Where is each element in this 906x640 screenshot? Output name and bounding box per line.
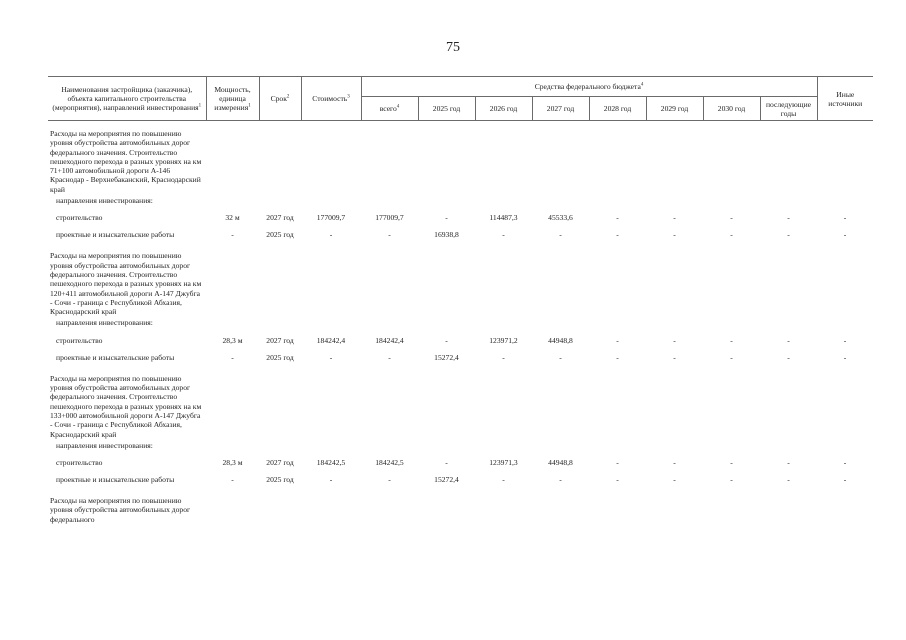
- row-other: -: [843, 474, 847, 484]
- row-2030: -: [730, 474, 733, 484]
- row-next: -: [787, 457, 790, 467]
- row-cost: -: [329, 352, 333, 362]
- row-cost: 177009,7: [316, 213, 346, 223]
- row-name: строительство: [56, 213, 103, 223]
- row-term: 2027 год: [266, 457, 294, 467]
- header-total: всего$^4$: [361, 97, 418, 121]
- row-total: 177009,7: [375, 213, 404, 223]
- row-2025: -: [445, 335, 448, 345]
- section-description: Расходы на мероприятия по повышению уровня обустройства автомобильных дорог федерального значения. Строительство пешеходного перехода в разных уровнях на км 120+411 автомобильной дороги А-147 Джубга - Сочи - граница с Республикой Абхазия, Краснодарский край: [50, 251, 202, 317]
- row-2028: -: [616, 474, 619, 484]
- row-2028: -: [616, 352, 619, 362]
- row-total: -: [388, 474, 391, 484]
- row-2027: -: [559, 230, 562, 240]
- row-2025: -: [445, 457, 448, 467]
- row-capacity: 28,3 м: [222, 335, 243, 345]
- row-capacity: -: [231, 230, 234, 240]
- row-2029: -: [673, 457, 676, 467]
- section-4: [48, 488, 873, 524]
- row-2026: -: [502, 230, 505, 240]
- row-2029: -: [673, 352, 676, 362]
- header-federal-budget: Средства федерального бюджета$^4$: [361, 77, 817, 97]
- row-2029: -: [673, 335, 676, 345]
- row-2030: -: [730, 213, 733, 223]
- table-row: [48, 471, 873, 488]
- row-2027: 44948,8: [548, 457, 573, 467]
- section-label: направления инвестирования:: [56, 440, 153, 450]
- row-next: -: [787, 474, 790, 484]
- row-2030: -: [730, 457, 733, 467]
- row-2028: -: [616, 335, 619, 345]
- section-2: [48, 243, 873, 365]
- row-cost: -: [329, 230, 333, 240]
- section-label: направления инвестирования:: [56, 318, 153, 328]
- row-2027: -: [559, 474, 562, 484]
- row-2027: 45533,6: [548, 213, 573, 223]
- row-cost: 184242,5: [316, 457, 346, 467]
- row-2026: 114487,3: [489, 213, 518, 223]
- row-capacity: 32 м: [225, 213, 240, 223]
- section-description: Расходы на мероприятия по повышению уровня обустройства автомобильных дорог федерального: [50, 496, 191, 524]
- header-2027: 2027 год: [532, 97, 589, 121]
- row-total: 184242,5: [375, 457, 404, 467]
- section-label: направления инвестирования:: [56, 196, 153, 206]
- row-2030: -: [730, 230, 733, 240]
- row-2028: -: [616, 230, 619, 240]
- row-2028: -: [616, 457, 619, 467]
- row-next: -: [787, 213, 790, 223]
- section-description: Расходы на мероприятия по повышению уровня обустройства автомобильных дорог федерального значения. Строительство пешеходного перехода в разных уровнях на км 71+100 автомобильной дороги А-146 Краснодар - Верхнебаканский, Краснодарский край: [50, 129, 202, 194]
- header-2030: 2030 год: [703, 97, 760, 121]
- row-2029: -: [673, 213, 676, 223]
- header-2025: 2025 год: [418, 97, 475, 121]
- row-2030: -: [730, 352, 733, 362]
- row-2027: 44948,8: [548, 335, 573, 345]
- header-capacity: Мощность, единица измерения$^1$: [206, 77, 259, 121]
- row-other: -: [843, 213, 847, 223]
- row-other: -: [843, 230, 847, 240]
- header-2026: 2026 год: [475, 97, 532, 121]
- row-2029: -: [673, 230, 676, 240]
- row-next: -: [787, 352, 790, 362]
- header-cost: Стоимость$^3$: [301, 77, 361, 121]
- table-row: [48, 349, 873, 366]
- investment-table: [48, 76, 873, 524]
- row-2028: -: [616, 213, 619, 223]
- row-other: -: [843, 352, 847, 362]
- row-name: проектные и изыскательские работы: [56, 474, 175, 484]
- row-2026: -: [502, 352, 505, 362]
- row-next: -: [787, 335, 790, 345]
- table-row: [48, 454, 873, 471]
- section-description: Расходы на мероприятия по повышению уровня обустройства автомобильных дорог федерального значения. Строительство пешеходного перехода в разных уровнях на км 133+000 автомобильной дороги А-147 Джубга - Сочи - граница с Республикой Абхазия, Краснодарский край: [50, 373, 202, 439]
- row-2026: -: [502, 474, 505, 484]
- row-other: -: [843, 457, 847, 467]
- row-capacity: 28,3 м: [222, 457, 243, 467]
- header-other-sources: Иные источники: [817, 77, 873, 121]
- row-term: 2027 год: [266, 213, 294, 223]
- row-term: 2025 год: [266, 474, 294, 484]
- row-name: строительство: [56, 335, 103, 345]
- row-2025: -: [445, 213, 448, 223]
- header-2029: 2029 год: [646, 97, 703, 121]
- header-name: Наименования застройщика (заказчика), объекта капитального строительства (мероприятия), направлений инвестирования$^1$: [48, 77, 206, 121]
- row-name: проектные и изыскательские работы: [56, 352, 175, 362]
- row-total: 184242,4: [375, 335, 404, 345]
- row-term: 2027 год: [266, 335, 294, 345]
- row-name: проектные и изыскательские работы: [56, 230, 175, 240]
- row-next: -: [787, 230, 790, 240]
- page-number: 75: [446, 40, 460, 55]
- row-capacity: -: [231, 352, 234, 362]
- row-2025: 15272,4: [434, 352, 459, 362]
- row-name: строительство: [56, 457, 103, 467]
- section-3: [48, 366, 873, 488]
- row-2029: -: [673, 474, 676, 484]
- header-term: Срок$^2$: [259, 77, 301, 121]
- row-2030: -: [730, 335, 733, 345]
- row-total: -: [388, 352, 391, 362]
- header-2028: 2028 год: [589, 97, 646, 121]
- row-cost: -: [329, 474, 333, 484]
- row-2027: -: [559, 352, 562, 362]
- row-cost: 184242,4: [316, 335, 346, 345]
- row-other: -: [843, 335, 847, 345]
- header-next-years: последующие годы: [760, 97, 817, 121]
- row-2026: 123971,3: [489, 457, 518, 467]
- row-2025: 15272,4: [434, 474, 459, 484]
- row-term: 2025 год: [266, 352, 294, 362]
- table-header: [48, 77, 873, 121]
- table-row: [48, 332, 873, 349]
- table-row: [48, 226, 873, 243]
- row-capacity: -: [231, 474, 234, 484]
- row-term: 2025 год: [266, 230, 294, 240]
- row-2025: 16938,8: [434, 230, 459, 240]
- row-2026: 123971,2: [489, 335, 518, 345]
- row-total: -: [388, 230, 391, 240]
- table-row: [48, 209, 873, 226]
- section-1: [48, 121, 873, 244]
